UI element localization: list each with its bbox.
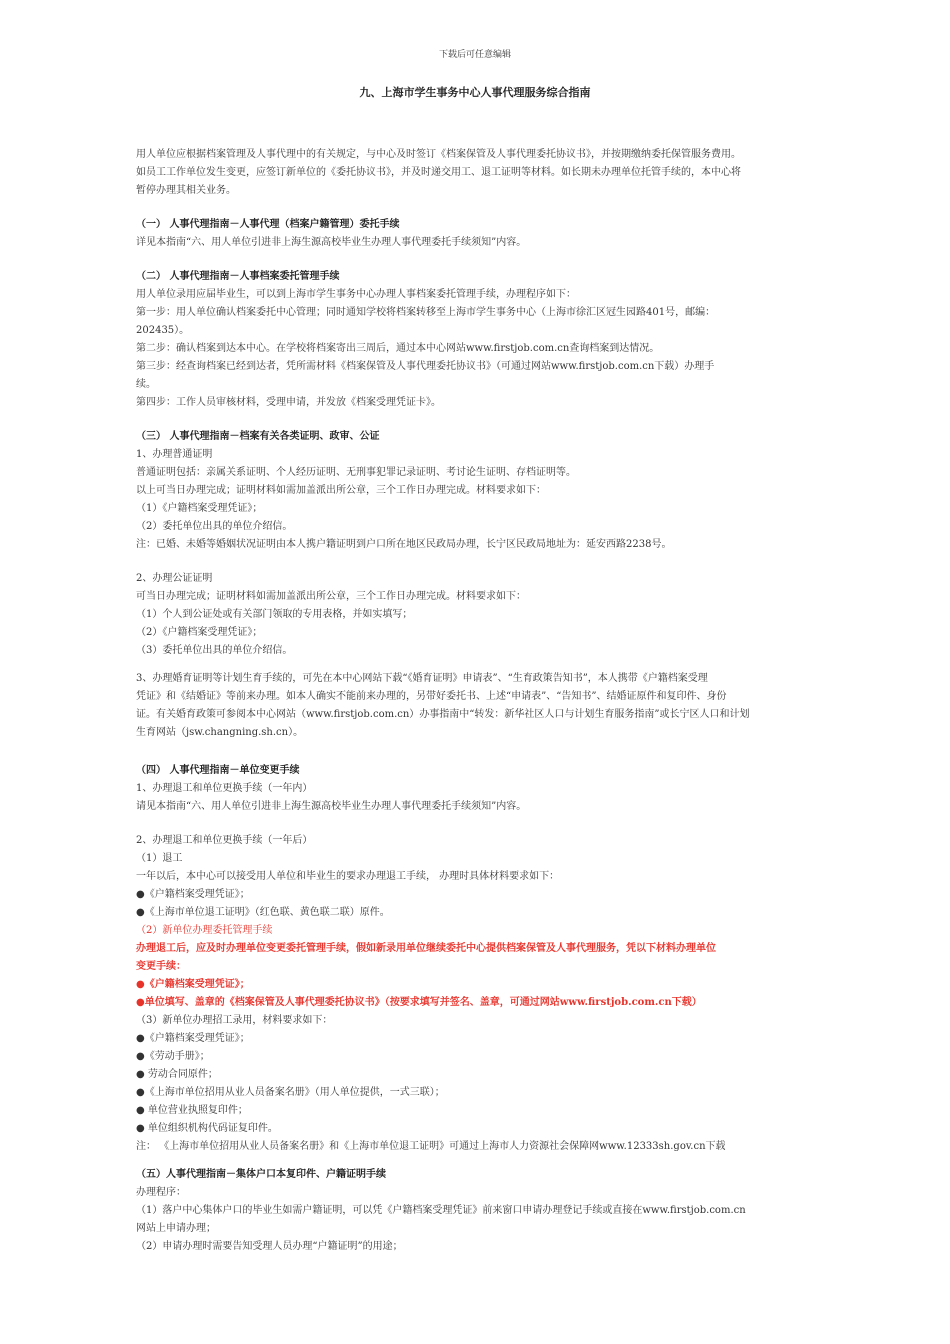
text-line: ● 劳动合同原件； — [136, 1069, 218, 1080]
text-line: （三） 人事代理指南－档案有关各类证明、政审、公证 — [136, 431, 380, 442]
text-line: （2）《户籍档案受理凭证》； — [136, 627, 263, 638]
text-line: 生育网站（jsw.changning.sh.cn）。 — [136, 727, 304, 738]
text-line: （2）申请办理时需要告知受理人员办理“户籍证明”的用途； — [136, 1241, 403, 1252]
text-line: 1、办理普通证明 — [136, 449, 213, 460]
text-line: 一年以后，本中心可以接受用人单位和毕业生的要求办理退工手续， 办理时具体材料要求如下： — [136, 871, 560, 882]
text-line: 注： 《上海市单位招用从业人员备案名册》和《上海市单位退工证明》可通过上海市人力资源社会保障网www.12333sh.gov.cn下载 — [136, 1141, 726, 1152]
text-line: （一） 人事代理指南－人事代理（档案户籍管理）委托手续 — [136, 219, 400, 230]
text-line: 详见本指南“六、用人单位引进非上海生源高校毕业生办理人事代理委托手续须知”内容。 — [136, 237, 527, 248]
text-line: （1）《户籍档案受理凭证》； — [136, 503, 263, 514]
header-note: 下载后可任意编辑 — [438, 50, 511, 60]
text-line: ●《上海市单位退工证明》（红色联、黄色联二联）原件。 — [136, 907, 390, 918]
text-line: 请见本指南“六、用人单位引进非上海生源高校毕业生办理人事代理委托手续须知”内容。 — [136, 801, 527, 812]
text-line: ● 单位营业执照复印件； — [136, 1105, 248, 1116]
text-line: （3）委托单位出具的单位介绍信。 — [136, 645, 293, 656]
text-line: 凭证》和《结婚证》等前来办理。如本人确实不能前来办理的，另带好委托书、上述“申请表”、“告知书”、结婚证原件和复印件、身份 — [136, 691, 727, 702]
text-line: 用人单位录用应届毕业生，可以到上海市学生事务中心办理人事档案委托管理手续，办理程序如下： — [136, 289, 576, 300]
text-line: 证。有关婚育政策可参阅本中心网站（www.firstjob.com.cn）办事指南中“转发：新华社区人口与计划生育服务指南”或长宁区人口和计划 — [136, 709, 750, 720]
text-line: 暂停办理其相关业务。 — [136, 185, 236, 196]
text-line: 普通证明包括：亲属关系证明、个人经历证明、无刑事犯罪记录证明、考讨论生证明、存档证明等。 — [136, 467, 576, 478]
text-line: 1、办理退工和单位更换手续（一年内） — [136, 783, 313, 794]
text-line: 网站上申请办理； — [136, 1223, 216, 1234]
text-line: ●《劳动手册》； — [136, 1051, 210, 1062]
text-line: ●《户籍档案受理凭证》； — [136, 979, 250, 990]
text-line: ●单位填写、盖章的《档案保管及人事代理委托协议书》（按要求填写并签名、盖章，可通过网站www.firstjob.com.cn下载） — [136, 997, 702, 1008]
text-line: （1）个人到公证处或有关部门领取的专用表格，并如实填写； — [136, 609, 413, 620]
text-line: （3）新单位办理招工录用，材料要求如下： — [136, 1015, 333, 1026]
text-line: （四） 人事代理指南－单位变更手续 — [136, 765, 300, 776]
text-line: 2、办理退工和单位更换手续（一年后） — [136, 835, 313, 846]
text-line: 办理程序： — [136, 1187, 186, 1198]
text-line: 2、办理公证证明 — [136, 573, 213, 584]
text-line: （五）人事代理指南－集体户口本复印件、户籍证明手续 — [136, 1169, 386, 1180]
text-line: （1）退工 — [136, 853, 183, 864]
text-line: （2）委托单位出具的单位介绍信。 — [136, 521, 293, 532]
text-line: 用人单位应根据档案管理及人事代理中的有关规定，与中心及时签订《档案保管及人事代理委托协议书》，并按期缴纳委托保管服务费用。 — [136, 149, 741, 160]
text-line: 3、办理婚育证明等计划生育手续的，可先在本中心网站下载“《婚育证明》申请表”、“生育政策告知书”，本人携带《户籍档案受理 — [136, 673, 708, 684]
text-line: ● 单位组织机构代码证复印件。 — [136, 1123, 278, 1134]
text-line: 202435）。 — [136, 325, 190, 336]
text-line: （1）落户中心集体户口的毕业生如需户籍证明，可以凭《户籍档案受理凭证》前来窗口申请办理登记手续或直接在www.firstjob.com.cn — [136, 1205, 746, 1216]
text-line: 第三步：经查询档案已经到达者，凭所需材料《档案保管及人事代理委托协议书》（可通过网站www.firstjob.com.cn下载）办理手 — [136, 361, 715, 372]
text-line: 第二步：确认档案到达本中心。在学校将档案寄出三周后，通过本中心网站www.firstjob.com.cn查询档案到达情况。 — [136, 343, 660, 354]
text-line: （2）新单位办理委托管理手续 — [136, 925, 273, 936]
text-line: 第一步：用人单位确认档案委托中心管理；同时通知学校将档案转移至上海市学生事务中心（上海市徐汇区冠生园路401号，邮编： — [136, 307, 716, 318]
text-line: ●《上海市单位招用从业人员备案名册》（用人单位提供，一式三联）； — [136, 1087, 445, 1098]
text-line: 可当日办理完成；证明材料如需加盖派出所公章，三个工作日办理完成。材料要求如下： — [136, 591, 526, 602]
text-line: 变更手续： — [136, 961, 186, 972]
text-line: ●《户籍档案受理凭证》； — [136, 889, 250, 900]
text-line: 注：已婚、未婚等婚姻状况证明由本人携户籍证明到户口所在地区民政局办理，长宁区民政局地址为：延安西路2238号。 — [136, 539, 672, 550]
text-line: 办理退工后，应及时办理单位变更委托管理手续，假如新录用单位继续委托中心提供档案保管及人事代理服务，凭以下材料办理单位 — [136, 943, 716, 954]
text-line: 第四步：工作人员审核材料，受理申请，并发放《档案受理凭证卡》。 — [136, 397, 441, 408]
text-line: 以上可当日办理完成；证明材料如需加盖派出所公章，三个工作日办理完成。材料要求如下： — [136, 485, 546, 496]
text-line: ●《户籍档案受理凭证》； — [136, 1033, 250, 1044]
document-title: 九、上海市学生事务中心人事代理服务综合指南 — [359, 86, 591, 99]
text-line: （二） 人事代理指南－人事档案委托管理手续 — [136, 271, 340, 282]
text-line: 续。 — [136, 379, 156, 390]
text-line: 如员工工作单位发生变更，应签订新单位的《委托协议书》，并及时递交用工、退工证明等材料。如长期未办理单位托管手续的，本中心将 — [136, 167, 741, 178]
